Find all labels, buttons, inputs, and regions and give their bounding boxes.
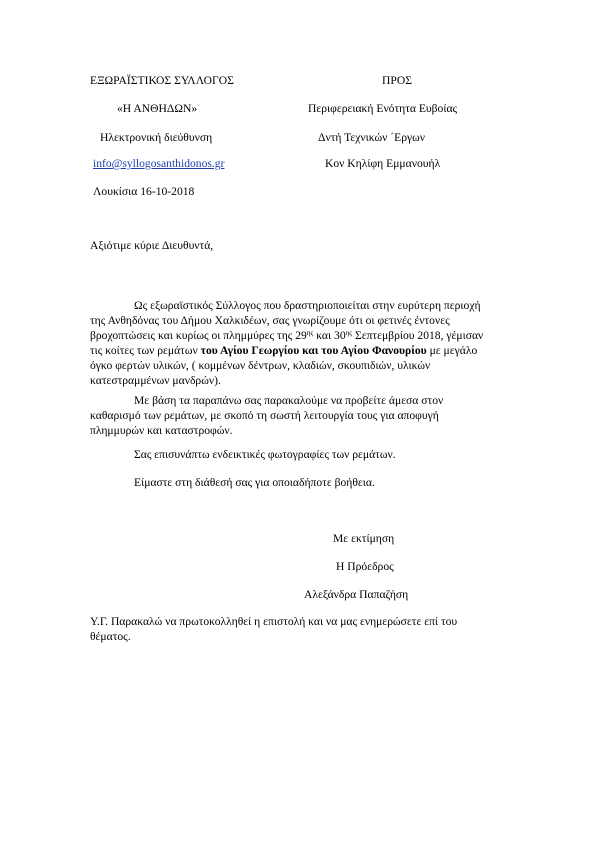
- paragraph-main-line-6: κατεστραμμένων μανδρών).: [90, 374, 221, 387]
- text-fragment: Σεπτεμβρίου 2018, γέμισαν: [352, 329, 484, 342]
- recipient-to-label: ΠΡΟΣ: [382, 74, 412, 87]
- text-fragment: και 30: [313, 329, 346, 342]
- sender-org-subtitle: «Η ΑΝΘΗΔΩΝ»: [117, 102, 198, 115]
- closing-regards: Με εκτίμηση: [333, 532, 395, 545]
- postscript-line-1: Υ.Γ. Παρακαλώ να πρωτοκολληθεί η επιστολή και να μας ενημερώσετε επί του: [90, 615, 458, 628]
- recipient-line-2: Δντή Τεχνικών ΄Εργων: [318, 131, 426, 144]
- sender-email-label: Ηλεκτρονική διεύθυνση: [100, 131, 213, 144]
- paragraph-availability: Είμαστε στη διάθεσή σας για οποιαδήποτε βοήθεια.: [134, 476, 375, 489]
- paragraph-main-line-5: όγκο φερτών υλικών, ( κομμένων δέντρων, κλαδιών, σκουπιδιών, υλικών: [90, 359, 431, 372]
- text-fragment: βροχοπτώσεις και κυρίως οι πλημμύρες της 29: [90, 329, 307, 342]
- paragraph-main-line-3: [90, 328, 510, 343]
- paragraph-main-line-1: Ως εξωραϊστικός Σύλλογος που δραστηριοποιείται στην ευρύτερη περιοχή: [134, 299, 481, 312]
- paragraph-main-line-2: της Ανθηδόνας του Δήμου Χαλκιδέων, σας γνωρίζουμε ότι οι φετινές έντονες: [90, 314, 450, 327]
- paragraph-request-line-3: πλημμυρών και καταστροφών.: [90, 424, 233, 437]
- paragraph-request-line-1: Με βάση τα παραπάνω σας παρακαλούμε να προβείτε άμεσα στον: [134, 394, 444, 407]
- postscript-line-2: θέματος.: [90, 630, 131, 643]
- sender-email-link[interactable]: info@syllogosanthidonos.gr: [93, 157, 225, 170]
- closing-signatory-name: Αλεξάνδρα Παπαζήση: [304, 588, 409, 601]
- paragraph-request: [90, 393, 510, 438]
- text-fragment: τις κοίτες των ρεμάτων: [90, 344, 201, 357]
- superscript: ης: [345, 329, 353, 337]
- place-date: Λουκίσια 16-10-2018: [93, 185, 195, 198]
- paragraph-main-line-4: [90, 343, 510, 358]
- salutation: Αξιότιμε κύριε Διευθυντά,: [90, 239, 214, 252]
- recipient-line-3: Κον Κηλίφη Εμμανουήλ: [325, 157, 441, 170]
- postscript: [90, 614, 510, 644]
- text-fragment: με μεγάλο: [426, 344, 478, 357]
- paragraph-request-line-2: καθαρισμό των ρεμάτων, με σκοπό τη σωστή λειτουργία τους για αποφυγή: [90, 409, 439, 422]
- streams-names-bold: του Αγίου Γεωργίου και του Αγίου Φανουρίου: [200, 344, 427, 357]
- superscript: ης: [306, 329, 314, 337]
- recipient-line-1: Περιφερειακή Ενότητα Ευβοίας: [308, 102, 458, 115]
- sender-org-name: ΕΞΩΡΑΪΣΤΙΚΟΣ ΣΥΛΛΟΓΟΣ: [90, 74, 234, 87]
- closing-title: Η Πρόεδρος: [336, 560, 394, 573]
- paragraph-main: [90, 298, 510, 388]
- paragraph-attachments: Σας επισυνάπτω ενδεικτικές φωτογραφίες των ρεμάτων.: [134, 448, 396, 461]
